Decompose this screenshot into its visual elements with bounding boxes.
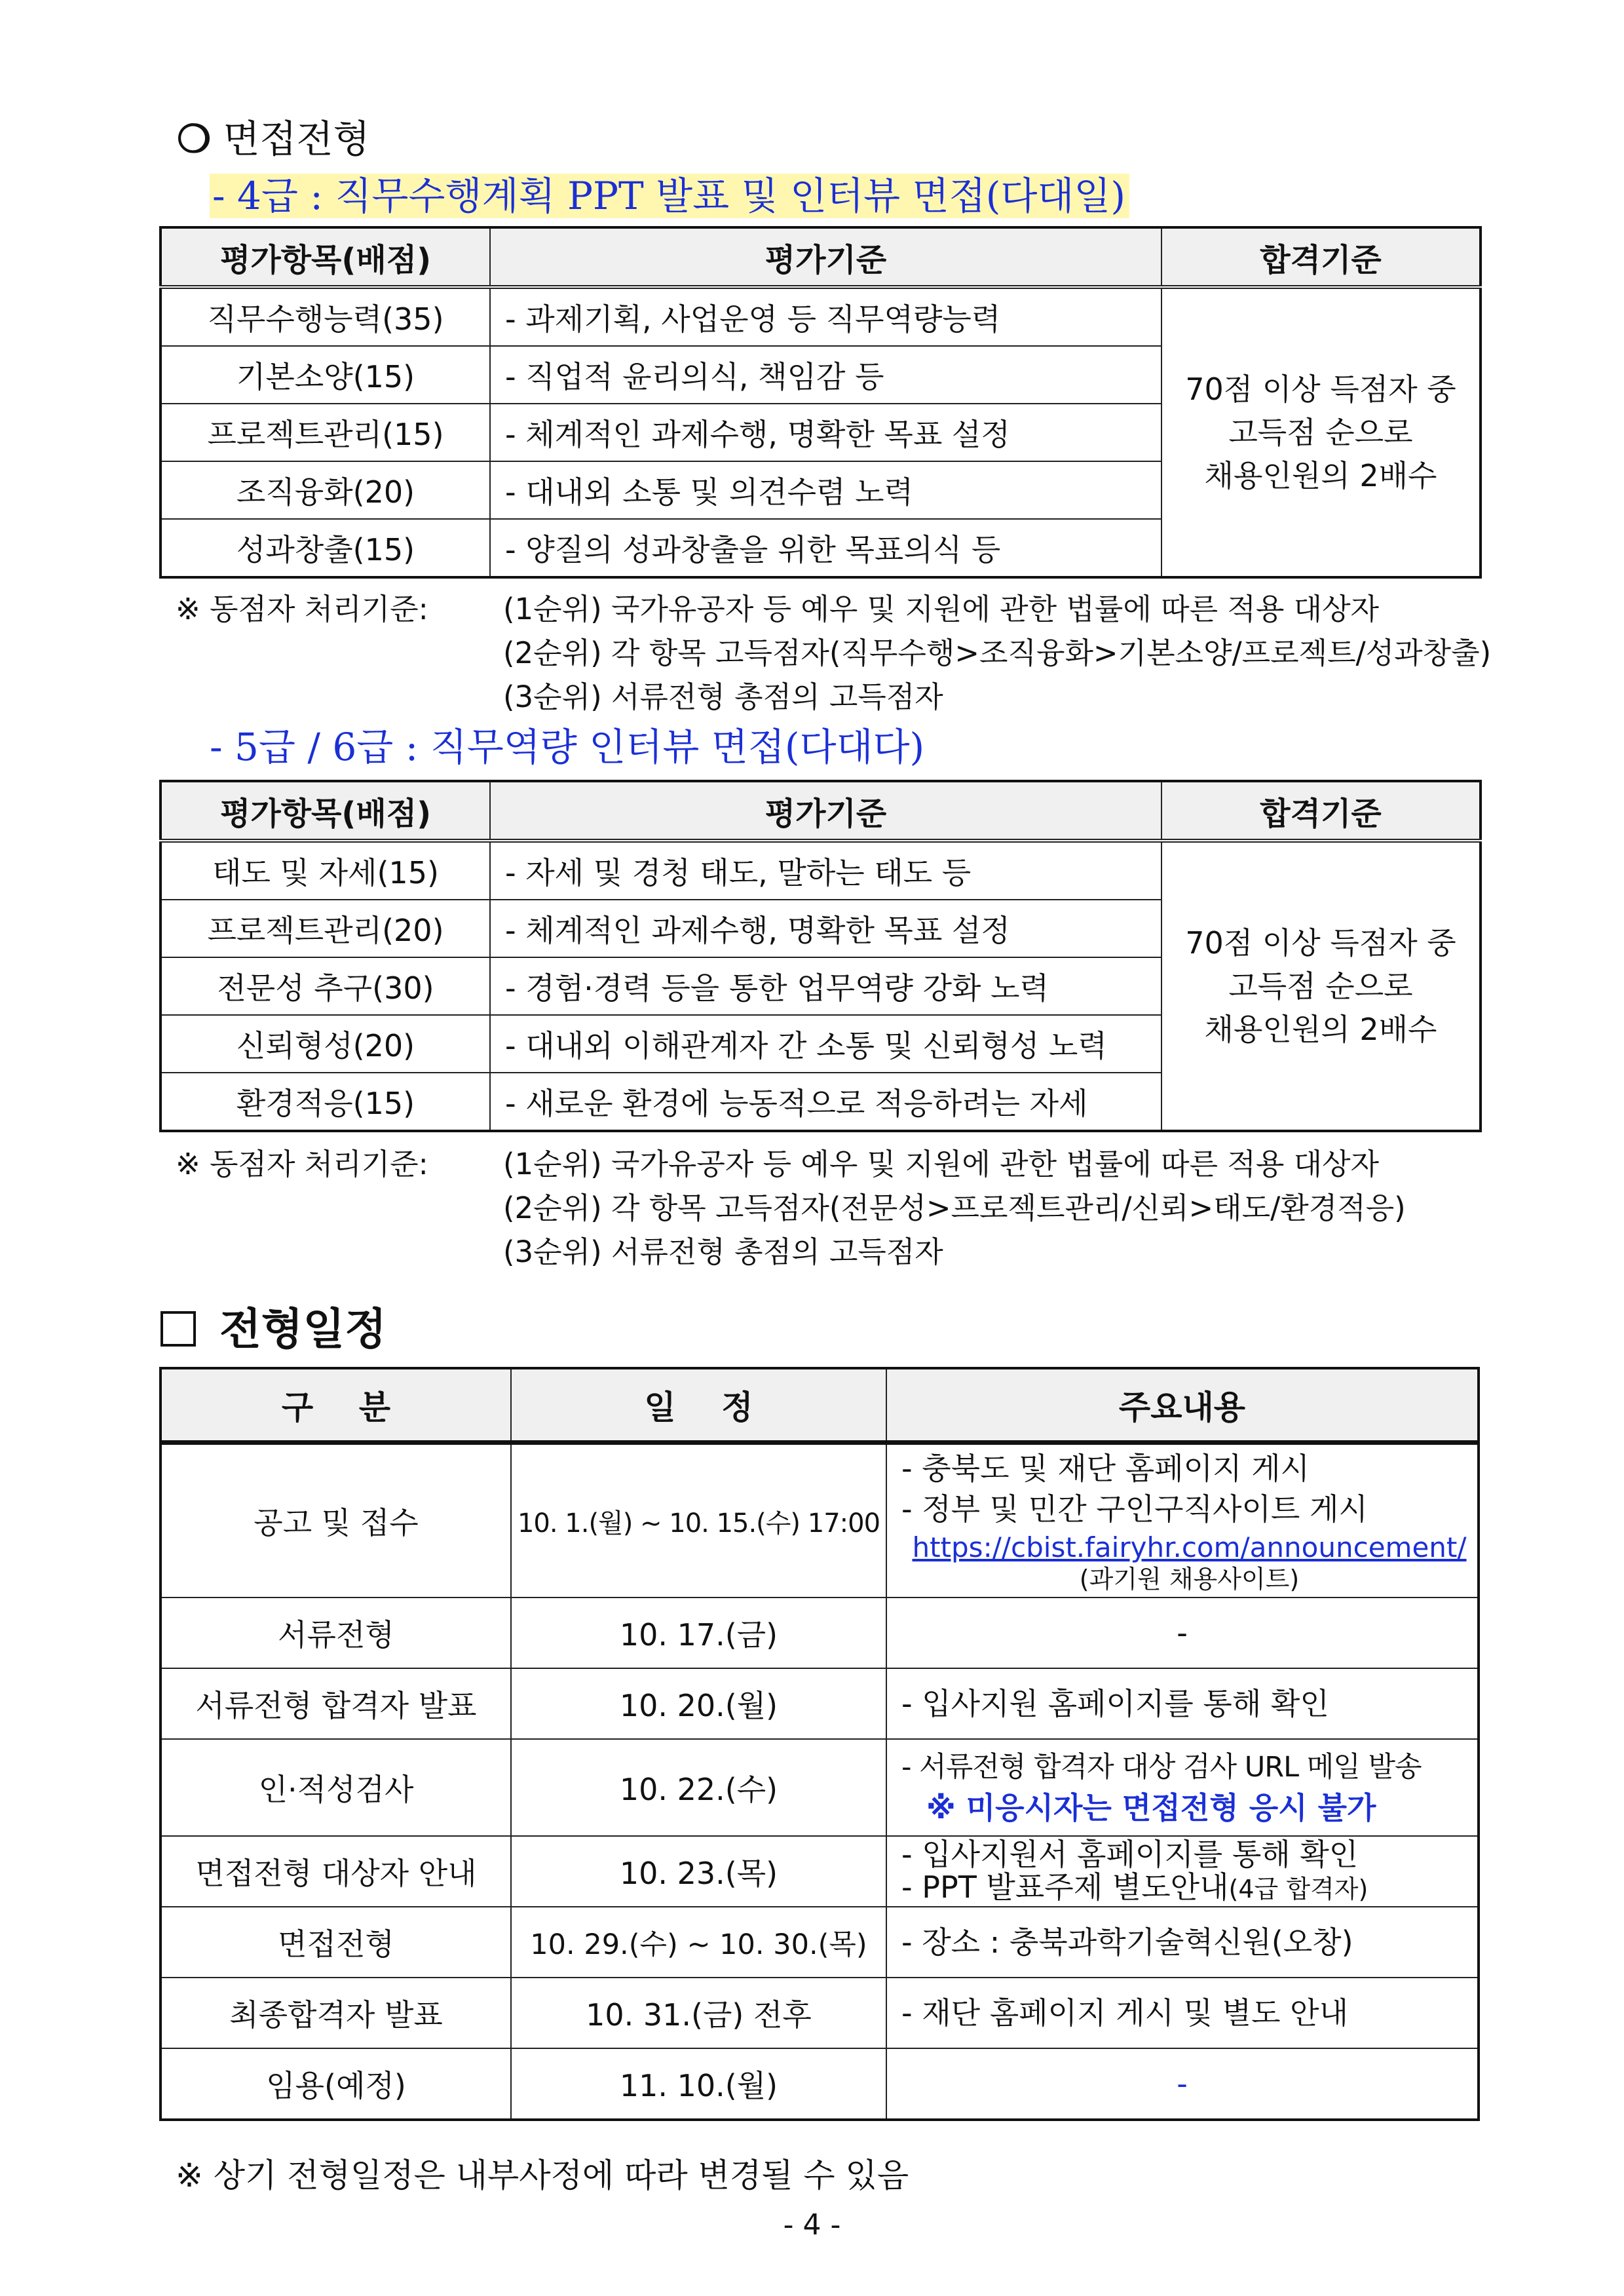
schedule-date: 10. 22.(수) bbox=[511, 1739, 886, 1836]
schedule-stage: 인·적성검사 bbox=[161, 1739, 511, 1836]
content-line bbox=[901, 1871, 1477, 1905]
schedule-stage: 임용(예정) bbox=[161, 2048, 511, 2120]
section-heading-label: 면접전형 bbox=[223, 117, 370, 161]
header-criteria: 평가기준 bbox=[490, 227, 1161, 287]
grade4-title-text: - 4급 : 직무수행계획 PPT 발표 및 인터뷰 면접(다대일) bbox=[210, 174, 1129, 218]
eval-item: 프로젝트관리(15) bbox=[161, 404, 490, 461]
grade56-eval-table bbox=[159, 780, 1482, 1132]
table-header-row bbox=[161, 781, 1481, 841]
eval-item: 조직융화(20) bbox=[161, 461, 490, 519]
schedule-content: - bbox=[886, 2048, 1479, 2120]
tie-rule: (1순위) 국가유공자 등 예우 및 지원에 관한 법률에 따른 적용 대상자 bbox=[503, 592, 1380, 626]
tie-rule: (3순위) 서류전형 총점의 고득점자 bbox=[503, 1234, 943, 1269]
pass-line: 70점 이상 득점자 중 bbox=[1185, 925, 1456, 961]
schedule-stage: 공고 및 접수 bbox=[161, 1443, 511, 1598]
table-row bbox=[161, 287, 1481, 346]
pass-line: 고득점 순으로 bbox=[1228, 415, 1413, 450]
tie-rule: (2순위) 각 항목 고득점자(직무수행>조직융화>기본소양/프로젝트/성과창출) bbox=[503, 636, 1492, 670]
table-row bbox=[161, 1978, 1479, 2048]
schedule-content bbox=[886, 1836, 1479, 1907]
table-row bbox=[161, 1598, 1479, 1668]
grade56-title-text: - 5급 / 6급 : 직무역량 인터뷰 면접(다대다) bbox=[210, 725, 925, 769]
eval-criteria: - 직업적 윤리의식, 책임감 등 bbox=[490, 346, 1161, 404]
schedule-date: 10. 29.(수) ~ 10. 30.(목) bbox=[511, 1907, 886, 1978]
schedule-stage: 면접전형 대상자 안내 bbox=[161, 1836, 511, 1907]
section-heading-interview bbox=[177, 108, 370, 163]
schedule-date: 10. 31.(금) 전후 bbox=[511, 1978, 886, 2048]
grade4-title bbox=[210, 165, 1129, 220]
table-header-row bbox=[161, 227, 1481, 287]
schedule-date: 10. 23.(목) bbox=[511, 1836, 886, 1907]
table-row bbox=[161, 1907, 1479, 1978]
eval-criteria: - 체계적인 과제수행, 명확한 목표 설정 bbox=[490, 404, 1161, 461]
content-line: - 충북도 및 재단 홈페이지 게시 bbox=[901, 1451, 1310, 1486]
eval-item: 프로젝트관리(20) bbox=[161, 900, 490, 957]
url-note: (과기원 채용사이트) bbox=[1079, 1565, 1300, 1594]
header-criteria: 평가기준 bbox=[490, 781, 1161, 841]
content-line: - 정부 및 민간 구인구직사이트 게시 bbox=[901, 1491, 1368, 1527]
pass-criteria bbox=[1161, 287, 1481, 577]
eval-item: 전문성 추구(30) bbox=[161, 957, 490, 1015]
header-stage: 구 분 bbox=[161, 1368, 511, 1443]
table-header-row bbox=[161, 1368, 1479, 1443]
eval-item: 직무수행능력(35) bbox=[161, 287, 490, 346]
table-row bbox=[161, 1443, 1479, 1598]
eval-criteria: - 경험·경력 등을 통한 업무역량 강화 노력 bbox=[490, 957, 1161, 1015]
table-row bbox=[161, 841, 1481, 900]
table-row bbox=[161, 2048, 1479, 2120]
eval-criteria: - 체계적인 과제수행, 명확한 목표 설정 bbox=[490, 900, 1161, 957]
schedule-content bbox=[886, 1739, 1479, 1836]
eval-item: 신뢰형성(20) bbox=[161, 1015, 490, 1073]
eval-criteria: - 양질의 성과창출을 위한 목표의식 등 bbox=[490, 519, 1161, 577]
eval-item: 성과창출(15) bbox=[161, 519, 490, 577]
tie-rule: (3순위) 서류전형 총점의 고득점자 bbox=[503, 679, 943, 714]
circle-bullet-icon: ❍ bbox=[177, 117, 211, 161]
schedule-content bbox=[886, 1443, 1479, 1598]
eval-criteria: - 자세 및 경청 태도, 말하는 태도 등 bbox=[490, 841, 1161, 900]
eval-criteria: - 과제기획, 사업운영 등 직무역량능력 bbox=[490, 287, 1161, 346]
grade4-tie-note bbox=[176, 585, 428, 628]
table-row bbox=[161, 1739, 1479, 1836]
square-bullet-icon bbox=[161, 1311, 196, 1347]
page-number: - 4 - bbox=[783, 2208, 841, 2242]
header-date: 일 정 bbox=[511, 1368, 886, 1443]
eval-item: 태도 및 자세(15) bbox=[161, 841, 490, 900]
eval-criteria: - 대내외 이해관계자 간 소통 및 신뢰형성 노력 bbox=[490, 1015, 1161, 1073]
header-item: 평가항목(배점) bbox=[161, 781, 490, 841]
eval-criteria: - 새로운 환경에 능동적으로 적응하려는 자세 bbox=[490, 1073, 1161, 1131]
content-line: - 입사지원서 홈페이지를 통해 확인 bbox=[901, 1836, 1359, 1872]
recruit-site-link[interactable] bbox=[901, 1529, 1477, 1565]
schedule-heading bbox=[161, 1294, 387, 1356]
header-content: 주요내용 bbox=[886, 1368, 1479, 1443]
schedule-content: - 재단 홈페이지 게시 및 별도 안내 bbox=[886, 1978, 1479, 2048]
grade4-eval-table bbox=[159, 226, 1482, 579]
pass-line: 70점 이상 득점자 중 bbox=[1185, 372, 1456, 407]
pass-criteria bbox=[1161, 841, 1481, 1131]
grade56-tie-note bbox=[176, 1140, 428, 1183]
schedule-stage: 최종합격자 발표 bbox=[161, 1978, 511, 2048]
schedule-footnote: ※ 상기 전형일정은 내부사정에 따라 변경될 수 있음 bbox=[176, 2156, 909, 2194]
schedule-date: 11. 10.(월) bbox=[511, 2048, 886, 2120]
table-row bbox=[161, 1668, 1479, 1739]
table-row bbox=[161, 1836, 1479, 1907]
schedule-date: 10. 20.(월) bbox=[511, 1668, 886, 1739]
pass-line: 채용인원의 2배수 bbox=[1204, 458, 1437, 493]
schedule-content: - 장소 : 충북과학기술혁신원(오창) bbox=[886, 1907, 1479, 1978]
tie-rule: (1순위) 국가유공자 등 예우 및 지원에 관한 법률에 따른 적용 대상자 bbox=[503, 1147, 1380, 1181]
schedule-content: - 입사지원 홈페이지를 통해 확인 bbox=[886, 1668, 1479, 1739]
schedule-stage: 서류전형 합격자 발표 bbox=[161, 1668, 511, 1739]
url-text[interactable]: https://cbist.fairyhr.com/announcement/ bbox=[912, 1531, 1467, 1563]
header-item: 평가항목(배점) bbox=[161, 227, 490, 287]
eval-item: 환경적응(15) bbox=[161, 1073, 490, 1131]
pass-line: 채용인원의 2배수 bbox=[1204, 1012, 1437, 1047]
tie-label: ※ 동점자 처리기준: bbox=[176, 592, 428, 626]
schedule-stage: 면접전형 bbox=[161, 1907, 511, 1978]
schedule-table bbox=[159, 1367, 1480, 2121]
schedule-stage: 서류전형 bbox=[161, 1598, 511, 1668]
header-pass: 합격기준 bbox=[1161, 781, 1481, 841]
eval-item: 기본소양(15) bbox=[161, 346, 490, 404]
schedule-date: 10. 17.(금) bbox=[511, 1598, 886, 1668]
schedule-content: - bbox=[886, 1598, 1479, 1668]
pass-line: 고득점 순으로 bbox=[1228, 968, 1413, 1004]
content-line: - 서류전형 합격자 대상 검사 URL 메일 발송 bbox=[901, 1751, 1422, 1784]
content-line-text: - PPT 발표주제 별도안내 bbox=[901, 1869, 1229, 1905]
tie-label: ※ 동점자 처리기준: bbox=[176, 1147, 428, 1181]
eval-criteria: - 대내외 소통 및 의견수렴 노력 bbox=[490, 461, 1161, 519]
tie-rule: (2순위) 각 항목 고득점자(전문성>프로젝트관리/신뢰>태도/환경적응) bbox=[503, 1191, 1406, 1225]
grade56-title bbox=[210, 716, 924, 771]
schedule-heading-label: 전형일정 bbox=[219, 1304, 387, 1354]
content-line-note: (4급 합격자) bbox=[1228, 1874, 1369, 1904]
warning-note: ※ 미응시자는 면접전형 응시 불가 bbox=[926, 1790, 1376, 1826]
schedule-date: 10. 1.(월) ~ 10. 15.(수) 17:00 bbox=[511, 1443, 886, 1598]
header-pass: 합격기준 bbox=[1161, 227, 1481, 287]
